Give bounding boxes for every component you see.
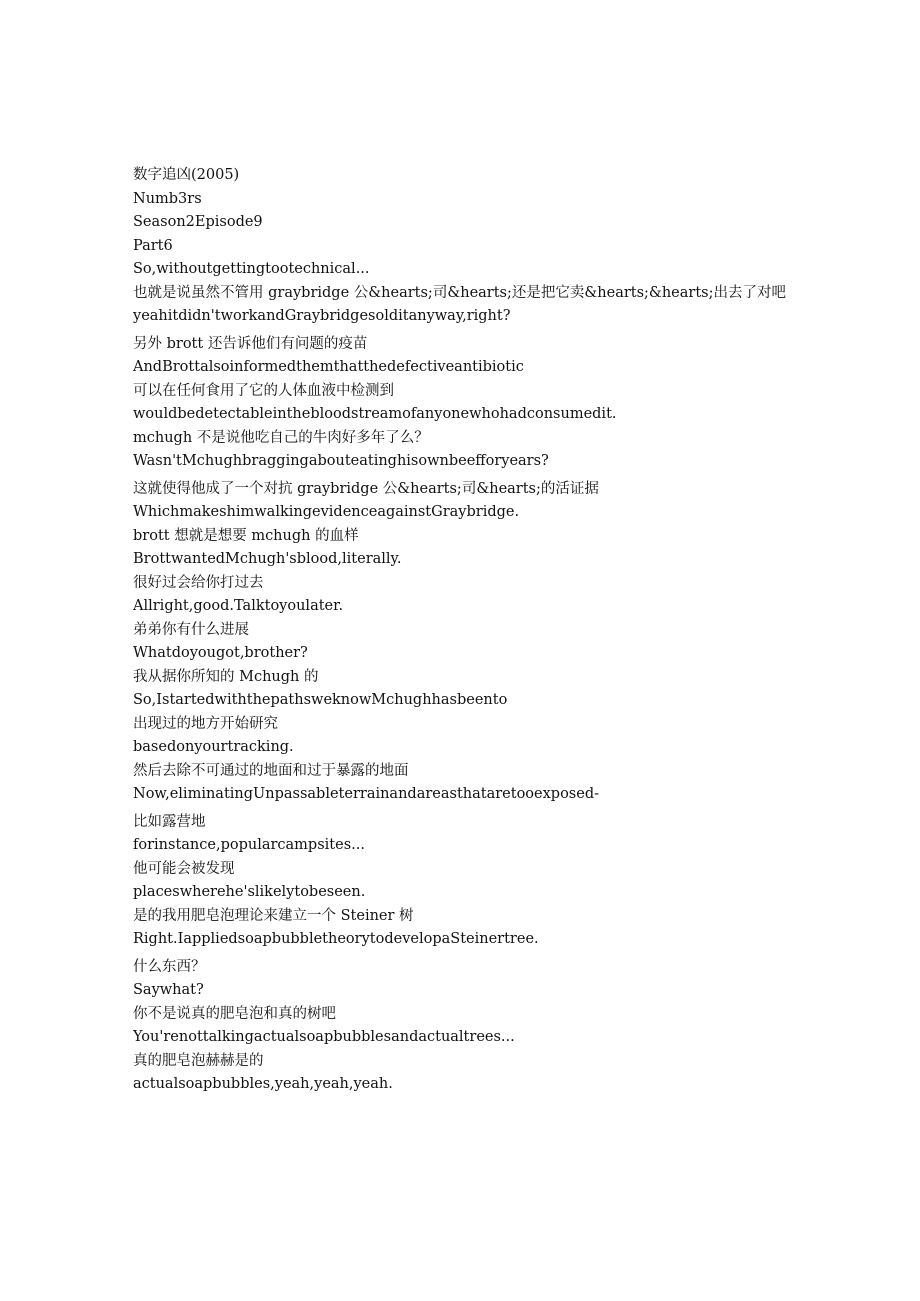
subtitle-line: mchugh 不是说他吃自己的牛肉好多年了么？ bbox=[133, 429, 429, 446]
subtitle-line: 比如露营地 bbox=[133, 813, 206, 830]
subtitle-line: So,withoutgettingtootechnical... bbox=[133, 261, 370, 277]
subtitle-line: brott 想就是想要 mchugh 的血样 bbox=[133, 527, 359, 544]
subtitle-line: 什么东西？ bbox=[133, 958, 206, 975]
subtitle-line: Right.IappliedsoapbubbletheorytodevelopaSteinertree. bbox=[133, 931, 539, 947]
doc-title: 数字追凶(2005) bbox=[133, 167, 240, 183]
subtitle-line: 真的肥皂泡赫赫是的 bbox=[133, 1052, 264, 1069]
subtitle-line: Wasn'tMchughbraggingabouteatinghisownbeefforyears? bbox=[133, 453, 549, 469]
subtitle-line: 弟弟你有什么进展 bbox=[133, 621, 249, 638]
subtitle-line: 是的我用肥皂泡理论来建立一个 Steiner 树 bbox=[133, 907, 414, 924]
part-label: Part6 bbox=[133, 237, 173, 254]
subtitle-line: 你不是说真的肥皂泡和真的树吧 bbox=[133, 1005, 336, 1022]
subtitle-line: Allright,good.Talktoyoulater. bbox=[133, 598, 344, 614]
subtitle-line: AndBrottalsoinformedthemthatthedefectiveantibiotic bbox=[133, 359, 524, 375]
subtitle-line: 可以在任何食用了它的人体血液中检测到 bbox=[133, 382, 394, 399]
subtitle-line: WhichmakeshimwalkingevidenceagainstGraybridge. bbox=[133, 504, 520, 520]
subtitle-line: 出现过的地方开始研究 bbox=[133, 715, 278, 732]
subtitle-line: 另外 brott 还告诉他们有问题的疫苗 bbox=[133, 335, 368, 352]
subtitle-line: actualsoapbubbles,yeah,yeah,yeah. bbox=[133, 1076, 393, 1092]
subtitle-line: forinstance,popularcampsites... bbox=[133, 837, 365, 853]
subtitle-line: 然后去除不可通过的地面和过于暴露的地面 bbox=[133, 762, 409, 779]
document-body bbox=[133, 164, 853, 1097]
subtitle-line: 我从据你所知的 Mchugh 的 bbox=[133, 668, 319, 685]
subtitle-line: So,IstartedwiththepathsweknowMchughhasbeento bbox=[133, 692, 508, 708]
subtitle-line: You'renottalkingactualsoapbubblesandactualtrees... bbox=[133, 1029, 515, 1045]
show-name: Numb3rs bbox=[133, 190, 202, 207]
subtitle-line: wouldbedetectableinthebloodstreamofanyonewhohadconsumedit. bbox=[133, 406, 617, 422]
subtitle-line: 他可能会被发现 bbox=[133, 860, 235, 877]
subtitle-line: Saywhat? bbox=[133, 982, 204, 998]
subtitle-line: BrottwantedMchugh'sblood,literally. bbox=[133, 551, 402, 567]
subtitle-line: Now,eliminatingUnpassableterrainandareasthataretooexposed- bbox=[133, 786, 599, 802]
subtitle-line: 也就是说虽然不管用 graybridge 公&hearts;司&hearts;还是把它卖&hearts;&hearts;出去了对吧 bbox=[133, 284, 786, 301]
episode-info: Season2Episode9 bbox=[133, 214, 263, 230]
subtitle-line: yeahitdidn'tworkandGraybridgesolditanyway,right? bbox=[133, 308, 511, 324]
subtitle-line: basedonyourtracking. bbox=[133, 739, 294, 755]
subtitle-line: 很好过会给你打过去 bbox=[133, 574, 264, 591]
subtitle-line: 这就使得他成了一个对抗 graybridge 公&hearts;司&hearts;的活证据 bbox=[133, 480, 599, 497]
subtitle-line: placeswherehe'slikelytobeseen. bbox=[133, 884, 366, 900]
subtitle-line: Whatdoyougot,brother? bbox=[133, 645, 308, 661]
